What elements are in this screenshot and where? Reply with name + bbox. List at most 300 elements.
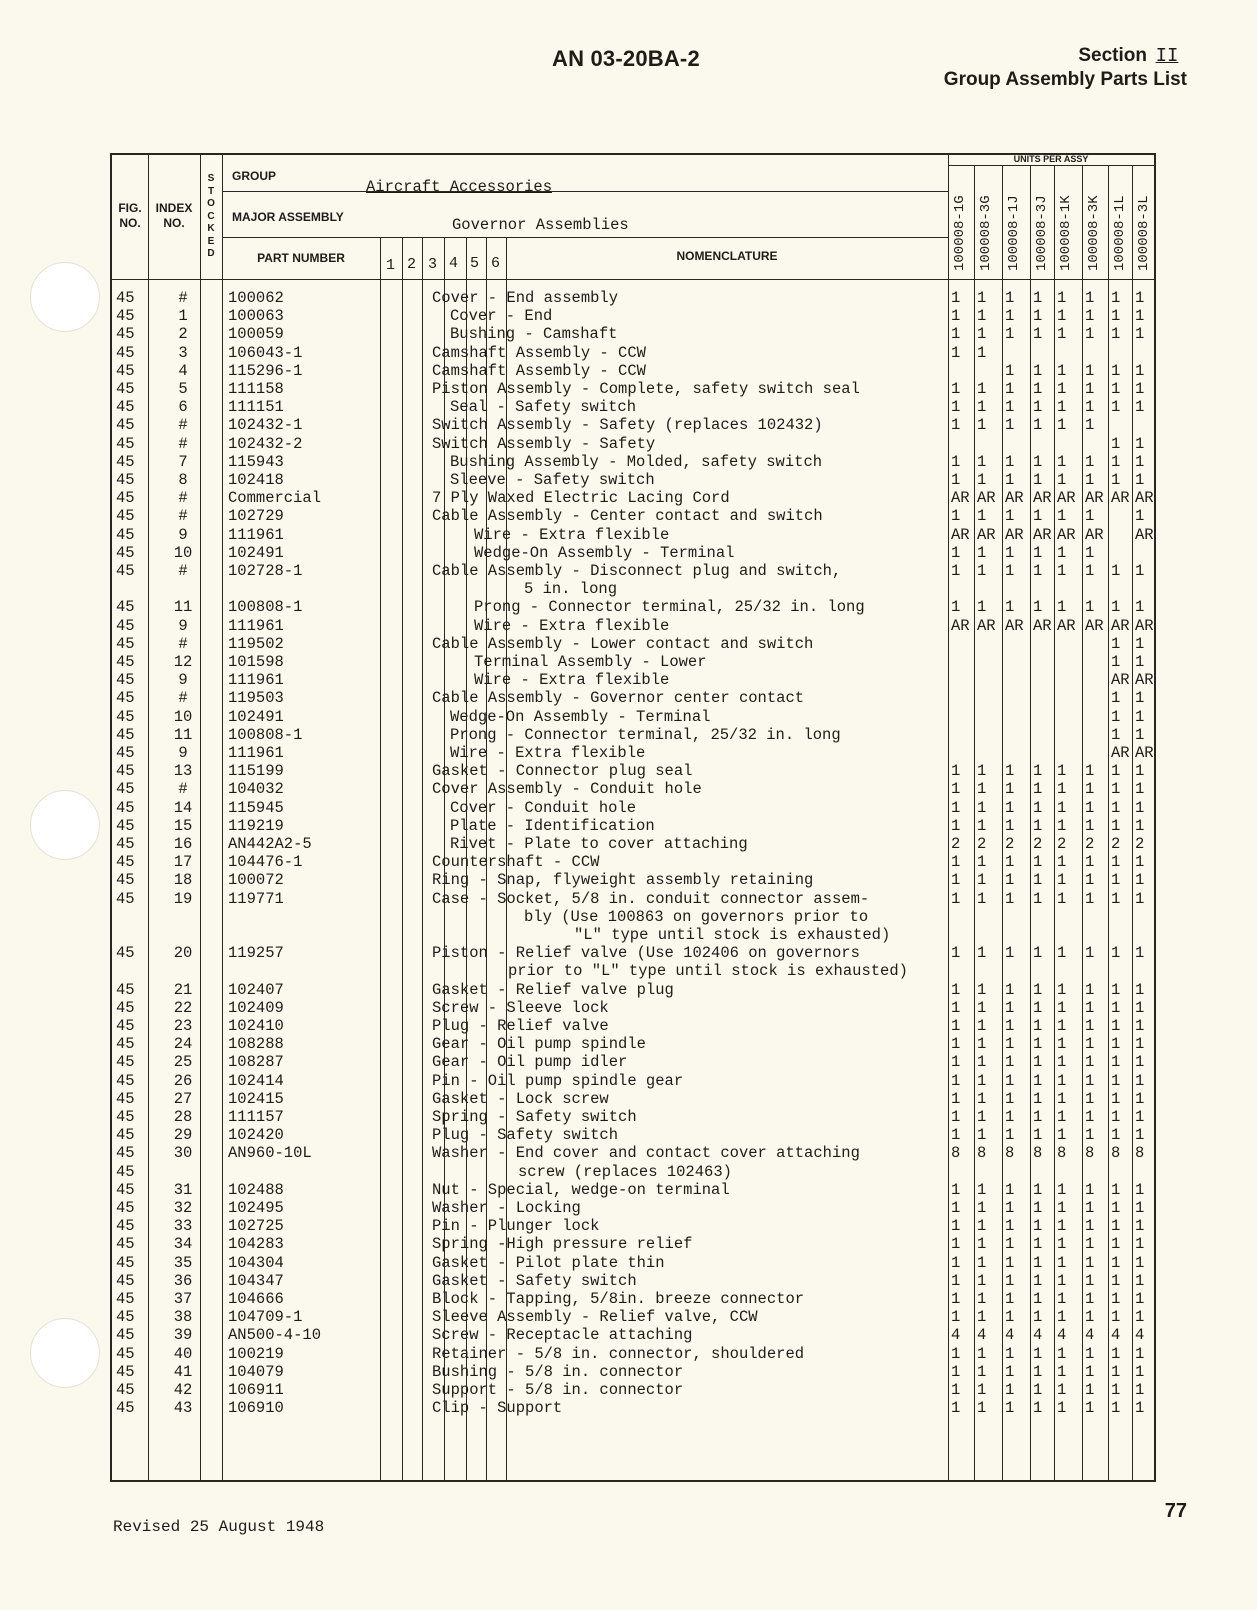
nomenclature: Pin - Oil pump spindle gear (432, 1071, 684, 1090)
units-100008-1K: 2 (1057, 835, 1067, 853)
units-100008-3K: 1 (1085, 307, 1095, 326)
table-row (112, 1235, 1158, 1253)
fig-no: 45 (116, 853, 135, 872)
table-row (112, 1381, 1158, 1399)
units-100008-1G: 1 (951, 889, 961, 908)
units-100008-1L: 1 (1111, 1053, 1121, 1072)
units-100008-1K: AR (1057, 616, 1076, 635)
units-100008-1J: 1 (1005, 798, 1015, 817)
units-100008-3J: 2 (1033, 835, 1043, 853)
index-no: # (178, 689, 188, 708)
units-100008-1G: 1 (951, 1126, 961, 1145)
fig-no: 45 (116, 634, 135, 653)
units-100008-3J: 1 (1033, 980, 1043, 999)
fig-no: 45 (116, 325, 135, 344)
fig-no: 45 (116, 707, 135, 726)
part-number: 102407 (228, 980, 284, 999)
units-100008-3G: 1 (977, 343, 987, 362)
units-100008-3L: 1 (1135, 1126, 1145, 1145)
indent-col-1: 1 (386, 257, 396, 274)
units-100008-1K: 1 (1057, 816, 1067, 835)
units-100008-1L: 1 (1111, 780, 1121, 799)
units-100008-3J: AR (1033, 616, 1052, 635)
nomenclature: Prong - Connector terminal, 25/32 in. long (474, 598, 865, 617)
units-100008-3G: AR (977, 489, 996, 508)
section-label: Section (1078, 45, 1147, 66)
units-100008-1L: 1 (1111, 1108, 1121, 1126)
units-100008-1G: 1 (951, 562, 961, 580)
part-number: AN960-10L (228, 1144, 312, 1163)
nomenclature-continued: 5 in. long (524, 580, 618, 599)
units-100008-3K: 1 (1085, 416, 1095, 435)
index-no: 6 (178, 398, 188, 417)
index-no: 32 (173, 1199, 193, 1217)
units-100008-1L: 1 (1111, 1381, 1121, 1399)
units-100008-3J: 1 (1033, 361, 1043, 380)
table-row (112, 635, 1158, 653)
units-100008-1J: 1 (1005, 1344, 1015, 1363)
nomenclature: Cable Assembly - Disconnect plug and switch, (432, 562, 842, 580)
units-100008-1K: 1 (1057, 452, 1067, 471)
units-100008-1K: 1 (1057, 889, 1067, 908)
table-row (112, 671, 1158, 689)
part-number: 104347 (228, 1271, 284, 1290)
units-100008-1K: 1 (1057, 1399, 1067, 1418)
fig-no: 45 (116, 1362, 135, 1381)
units-100008-1J: 1 (1005, 1126, 1015, 1145)
table-row (112, 344, 1158, 362)
units-100008-3J: 1 (1033, 471, 1043, 489)
page-subtitle: Group Assembly Parts List (943, 69, 1187, 90)
units-100008-3K: 1 (1085, 1199, 1095, 1217)
units-100008-1J: 1 (1005, 598, 1015, 617)
part-number: 119257 (228, 944, 284, 963)
units-100008-3K: 1 (1085, 1235, 1095, 1254)
nomenclature: Wedge-On Assembly - Terminal (450, 707, 711, 726)
table-row (112, 1181, 1158, 1199)
index-no: 36 (173, 1271, 193, 1290)
fig-no: 45 (116, 725, 135, 744)
units-100008-1J: 1 (1005, 325, 1015, 344)
table-row (112, 835, 1158, 853)
part-number: 115943 (228, 452, 284, 471)
nomenclature: Cover - End assembly (432, 289, 619, 307)
table-row (112, 708, 1158, 726)
part-number: 102495 (228, 1199, 284, 1217)
units-100008-3L: 1 (1135, 653, 1145, 671)
fig-no: 45 (116, 1035, 135, 1054)
fig-no: 45 (116, 507, 135, 526)
nomenclature: Camshaft Assembly - CCW (432, 343, 646, 362)
table-row (112, 435, 1158, 453)
header-bottom-divider (112, 279, 1154, 280)
unit-column-header: 100008-3K (1086, 195, 1102, 271)
table-row (112, 1090, 1158, 1108)
index-no: 37 (173, 1290, 193, 1308)
unit-column-header: 100008-3L (1136, 195, 1152, 271)
units-100008-1G: 1 (951, 780, 961, 799)
units-100008-1G: 1 (951, 1217, 961, 1236)
nomenclature: Gasket - Relief valve plug (432, 980, 674, 999)
units-100008-3J: 1 (1033, 1290, 1043, 1308)
units-100008-3K: 1 (1085, 1126, 1095, 1145)
units-100008-1K: 1 (1057, 798, 1067, 817)
units-100008-1J: 1 (1005, 1017, 1015, 1035)
index-no: 29 (173, 1126, 193, 1145)
index-no: 19 (173, 889, 193, 908)
unit-column-header: 100008-3J (1034, 195, 1050, 271)
fig-no: 45 (116, 1217, 135, 1236)
units-100008-3G: 1 (977, 325, 987, 344)
index-no: 31 (173, 1180, 193, 1199)
table-row (112, 744, 1158, 762)
table-row (112, 1308, 1158, 1326)
units-100008-1G: 1 (951, 1308, 961, 1327)
units-100008-3K: 1 (1085, 798, 1095, 817)
fig-no: 45 (116, 598, 135, 617)
fig-no: 45 (116, 616, 135, 635)
units-100008-1J: 1 (1005, 289, 1015, 307)
units-100008-1G: 1 (951, 998, 961, 1017)
nomenclature: Washer - Locking (432, 1199, 581, 1217)
index-no: 8 (178, 471, 188, 489)
units-100008-1G: 1 (951, 1344, 961, 1363)
section-number: II (1155, 45, 1179, 67)
units-100008-1K: 1 (1057, 998, 1067, 1017)
index-no: # (178, 289, 188, 307)
fig-no: 45 (116, 1381, 135, 1399)
nomenclature: Cover - End (450, 307, 553, 326)
part-number: 104709-1 (228, 1308, 303, 1327)
units-100008-1K: 1 (1057, 1108, 1067, 1126)
units-100008-3L: 1 (1135, 1053, 1145, 1072)
fig-no: 45 (116, 525, 135, 544)
nomenclature: Sleeve Assembly - Relief valve, CCW (432, 1308, 758, 1327)
units-100008-1G: 1 (951, 380, 961, 398)
unit-column-header: 100008-1J (1006, 195, 1022, 271)
nomenclature-header: NOMENCLATURE (676, 249, 778, 263)
units-100008-1L: 1 (1111, 1126, 1121, 1145)
units-100008-3L: 8 (1135, 1144, 1145, 1163)
fig-no: 45 (116, 1144, 135, 1163)
units-100008-3K: 1 (1085, 1053, 1095, 1072)
units-100008-1L: 1 (1111, 562, 1121, 580)
units-100008-1L: 1 (1111, 1362, 1121, 1381)
units-100008-3K: 1 (1085, 1253, 1095, 1272)
units-100008-3J: 1 (1033, 325, 1043, 344)
nomenclature: Seal - Safety switch (450, 398, 637, 417)
units-100008-3G: 1 (977, 307, 987, 326)
table-row (112, 1217, 1158, 1235)
table-row (112, 1144, 1158, 1162)
table-row (112, 799, 1158, 817)
units-100008-1G: 1 (951, 1180, 961, 1199)
units-100008-1K: 1 (1057, 471, 1067, 489)
units-100008-3L: 1 (1135, 944, 1145, 963)
units-100008-1G: 2 (951, 835, 961, 853)
units-100008-1L: 1 (1111, 1308, 1121, 1327)
units-100008-3K: 8 (1085, 1144, 1095, 1163)
unit-column-header: 100008-1K (1058, 195, 1074, 271)
units-100008-3G: 1 (977, 380, 987, 398)
units-100008-3L: 1 (1135, 798, 1145, 817)
units-100008-3J: 1 (1033, 1253, 1043, 1272)
index-no: 9 (178, 525, 188, 544)
nomenclature: Wedge-On Assembly - Terminal (474, 543, 735, 562)
units-100008-1J: 1 (1005, 998, 1015, 1017)
units-100008-3J: 1 (1033, 1271, 1043, 1290)
table-row (112, 890, 1158, 908)
units-100008-3J: 8 (1033, 1144, 1043, 1163)
table-row (112, 780, 1158, 798)
nomenclature: Piston - Relief valve (Use 102406 on governors (432, 944, 860, 963)
units-100008-3L: 1 (1135, 289, 1145, 307)
units-100008-1G: 1 (951, 598, 961, 617)
units-100008-3G: 1 (977, 1399, 987, 1418)
index-no: # (178, 780, 188, 799)
table-row (112, 398, 1158, 416)
units-100008-1G: 1 (951, 1199, 961, 1217)
units-100008-1L: 1 (1111, 1180, 1121, 1199)
nomenclature: 7 Ply Waxed Electric Lacing Cord (432, 489, 730, 508)
units-100008-1L: 4 (1111, 1326, 1121, 1345)
units-100008-3G: 1 (977, 471, 987, 489)
part-number: 104032 (228, 780, 284, 799)
units-100008-3L: 1 (1135, 361, 1145, 380)
part-number: 102418 (228, 471, 284, 489)
table-row (112, 999, 1158, 1017)
nomenclature: Camshaft Assembly - CCW (432, 361, 646, 380)
index-no: 41 (173, 1362, 193, 1381)
units-100008-1K: 1 (1057, 944, 1067, 963)
units-100008-1J: 1 (1005, 543, 1015, 562)
units-100008-3L: 1 (1135, 471, 1145, 489)
units-100008-1K: 1 (1057, 1271, 1067, 1290)
units-100008-1G: 1 (951, 398, 961, 417)
part-number: 115296-1 (228, 361, 303, 380)
nomenclature: Screw - Receptacle attaching (432, 1326, 693, 1345)
index-no: 18 (173, 871, 193, 890)
units-100008-1J: 1 (1005, 380, 1015, 398)
units-100008-3K: AR (1085, 616, 1104, 635)
index-no: 7 (178, 452, 188, 471)
units-100008-3J: AR (1033, 525, 1052, 544)
table-row (112, 817, 1158, 835)
table-row (112, 526, 1158, 544)
index-no-header: INDEX NO. (155, 201, 193, 230)
units-100008-3K: 1 (1085, 944, 1095, 963)
unit-column-header: 100008-1L (1112, 195, 1128, 271)
units-100008-3J: 1 (1033, 1381, 1043, 1399)
part-number: 100808-1 (228, 725, 303, 744)
units-100008-3G: 1 (977, 398, 987, 417)
indent-col-3: 3 (428, 256, 438, 273)
units-100008-3G: 1 (977, 562, 987, 580)
index-no: 9 (178, 616, 188, 635)
units-100008-1L: 1 (1111, 1344, 1121, 1363)
units-100008-1J: 1 (1005, 889, 1015, 908)
nomenclature: Plug - Relief valve (432, 1017, 609, 1035)
units-100008-3G: 1 (977, 416, 987, 435)
units-100008-3J: 1 (1033, 1235, 1043, 1254)
table-row (112, 362, 1158, 380)
units-100008-1K: 1 (1057, 543, 1067, 562)
part-number: 102432-1 (228, 416, 303, 435)
units-100008-1K: 1 (1057, 380, 1067, 398)
units-100008-1K: 1 (1057, 853, 1067, 872)
units-100008-3J: 1 (1033, 1217, 1043, 1236)
nomenclature: Bushing - 5/8 in. connector (432, 1362, 684, 1381)
units-100008-1K: 1 (1057, 980, 1067, 999)
units-100008-3G: 1 (977, 853, 987, 872)
index-no: 34 (173, 1235, 193, 1254)
index-no: 9 (178, 671, 188, 690)
units-100008-3L: 2 (1135, 835, 1145, 853)
units-100008-1G: 1 (951, 507, 961, 526)
units-100008-3L: 1 (1135, 1035, 1145, 1054)
index-no: # (178, 634, 188, 653)
units-100008-1J: 1 (1005, 1180, 1015, 1199)
units-100008-1L: 1 (1111, 634, 1121, 653)
fig-no: 45 (116, 944, 135, 963)
units-100008-1L: 1 (1111, 1399, 1121, 1418)
part-number: 104079 (228, 1362, 284, 1381)
index-no: 24 (173, 1035, 193, 1054)
units-100008-1J: 4 (1005, 1326, 1015, 1345)
units-100008-3J: 1 (1033, 1017, 1043, 1035)
units-100008-3L: 1 (1135, 434, 1145, 453)
index-no: 27 (173, 1089, 193, 1108)
units-100008-3L: 1 (1135, 380, 1145, 398)
index-no: 35 (173, 1253, 193, 1272)
units-100008-3L: 1 (1135, 634, 1145, 653)
fig-no: 45 (116, 798, 135, 817)
units-100008-1J: 1 (1005, 1308, 1015, 1327)
index-no: 43 (173, 1399, 193, 1418)
fig-no: 45 (116, 1290, 135, 1308)
nomenclature: Cable Assembly - Governor center contact (432, 689, 805, 708)
units-100008-3K: 2 (1085, 835, 1095, 853)
nomenclature: Bushing Assembly - Molded, safety switch (450, 452, 823, 471)
units-100008-1G: 1 (951, 762, 961, 781)
units-100008-1K: 1 (1057, 1126, 1067, 1145)
part-number: 102725 (228, 1217, 284, 1236)
fig-no: 45 (116, 452, 135, 471)
units-100008-1L: 1 (1111, 889, 1121, 908)
units-100008-1K: 1 (1057, 507, 1067, 526)
units-100008-1G: 1 (951, 471, 961, 489)
units-100008-3J: 1 (1033, 507, 1043, 526)
units-100008-3L: AR (1135, 525, 1154, 544)
index-no: # (178, 416, 188, 435)
units-100008-1G: AR (951, 489, 970, 508)
index-no: 15 (173, 816, 193, 835)
units-100008-1L: 1 (1111, 1235, 1121, 1254)
units-100008-1G: 1 (951, 798, 961, 817)
index-no: 22 (173, 998, 193, 1017)
fig-no: 45 (116, 543, 135, 562)
units-100008-3L: 4 (1135, 1326, 1145, 1345)
units-100008-3K: 1 (1085, 598, 1095, 617)
part-number: 102729 (228, 507, 284, 526)
units-100008-3L: AR (1135, 489, 1154, 508)
table-row (112, 1199, 1158, 1217)
units-100008-3G: 1 (977, 1344, 987, 1363)
nomenclature-continued: screw (replaces 102463) (518, 1162, 732, 1181)
units-100008-3G: 1 (977, 1199, 987, 1217)
units-100008-3K: 1 (1085, 325, 1095, 344)
table-row (112, 325, 1158, 343)
nomenclature-continued: bly (Use 100863 on governors prior to (524, 907, 869, 926)
nomenclature: Gasket - Pilot plate thin (432, 1253, 665, 1272)
units-100008-3L: 1 (1135, 325, 1145, 344)
units-100008-1L: 1 (1111, 361, 1121, 380)
units-100008-1G: AR (951, 525, 970, 544)
units-100008-3K: 1 (1085, 1399, 1095, 1418)
table-row (112, 1035, 1158, 1053)
units-100008-1L: 1 (1111, 653, 1121, 671)
fig-no: 45 (116, 361, 135, 380)
units-100008-3G: 1 (977, 1308, 987, 1327)
units-100008-3G: 1 (977, 1126, 987, 1145)
units-100008-3K: 1 (1085, 1217, 1095, 1236)
part-number: 111961 (228, 744, 284, 762)
units-100008-3L: 1 (1135, 398, 1145, 417)
units-100008-1K: 1 (1057, 1017, 1067, 1035)
group-value: Aircraft Accessories (366, 178, 553, 196)
fig-no: 45 (116, 653, 135, 671)
units-100008-3K: 1 (1085, 1362, 1095, 1381)
units-100008-3J: 1 (1033, 1199, 1043, 1217)
units-100008-3J: 1 (1033, 944, 1043, 963)
revised-date: Revised 25 August 1948 (113, 1518, 325, 1536)
part-number: AN500-4-10 (228, 1326, 322, 1345)
units-100008-1K: 1 (1057, 1290, 1067, 1308)
units-100008-1G: 1 (951, 944, 961, 963)
units-100008-3L: 1 (1135, 1381, 1145, 1399)
units-100008-3K: 1 (1085, 507, 1095, 526)
part-number: 104476-1 (228, 853, 303, 872)
indent-col-2: 2 (407, 256, 417, 273)
units-100008-1J: 1 (1005, 871, 1015, 890)
index-no: 20 (173, 944, 193, 963)
nomenclature: Wire - Extra flexible (450, 744, 646, 762)
units-100008-1G: 1 (951, 1108, 961, 1126)
units-100008-3J: 1 (1033, 1362, 1043, 1381)
units-100008-1J: 1 (1005, 1108, 1015, 1126)
units-100008-3G: 1 (977, 816, 987, 835)
units-100008-1J: 1 (1005, 944, 1015, 963)
part-number: 102491 (228, 707, 284, 726)
part-number: 104666 (228, 1290, 284, 1308)
part-number: 102414 (228, 1071, 284, 1090)
nomenclature: Spring - Safety switch (432, 1108, 637, 1126)
table-row (112, 1254, 1158, 1272)
units-100008-3G: AR (977, 525, 996, 544)
units-100008-1J: 1 (1005, 1071, 1015, 1090)
units-100008-3L: 1 (1135, 762, 1145, 781)
nomenclature: Wire - Extra flexible (474, 671, 670, 690)
units-100008-3K: 4 (1085, 1326, 1095, 1345)
units-100008-1K: 1 (1057, 598, 1067, 617)
units-100008-3L: 1 (1135, 1235, 1145, 1254)
units-100008-1G: 1 (951, 289, 961, 307)
table-row (112, 1326, 1158, 1344)
part-number: 115199 (228, 762, 284, 781)
units-100008-1J: 2 (1005, 835, 1015, 853)
units-100008-3G: 2 (977, 835, 987, 853)
fig-no: 45 (116, 1089, 135, 1108)
